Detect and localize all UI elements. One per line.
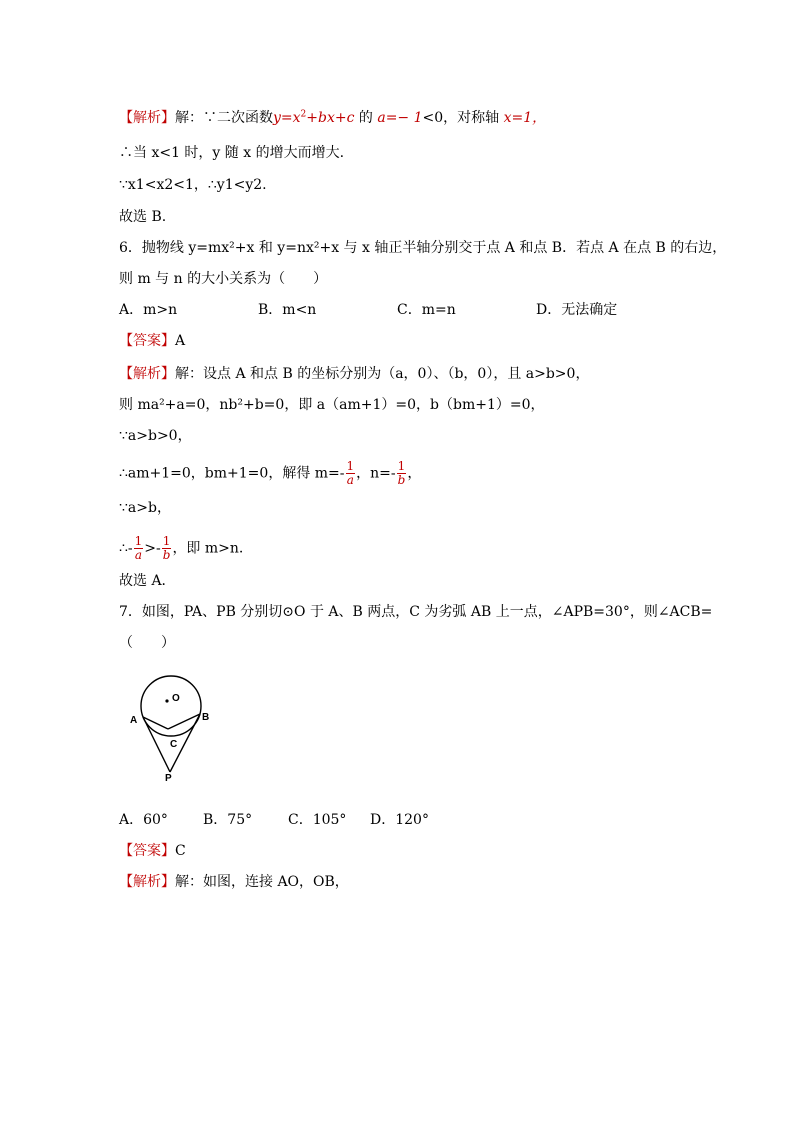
label-p: P [165, 773, 172, 783]
q6-conclusion: 故选 A． [119, 573, 176, 589]
q5-conclusion: 故选 B. [119, 209, 167, 225]
fraction-1-over-b: $\frac{1}{b}$ [162, 534, 171, 562]
answer-tag: 【答案】 [119, 843, 175, 859]
analysis-tag: 【解析】 [119, 874, 175, 890]
answer-tag: 【答案】 [119, 333, 175, 349]
q6-analysis-line2: 则 ma²+a=0，nb²+b=0，即 a（am+1）=0，b（bm+1）=0， [119, 397, 545, 413]
q7-option-a: A．60° [119, 812, 168, 828]
q6-analysis-line4: ∴am+1=0，bm+1=0，解得 m=- $\frac{1}{a}$ ，n=- $\frac{1}{b}$ ， [119, 459, 422, 487]
fraction-1-over-b: $\frac{1}{b}$ [397, 459, 406, 487]
q7-analysis-line1: 【解析】解：如图，连接 AO，OB， [119, 874, 349, 890]
q6-option-a: A．m>n [119, 302, 178, 318]
q7-answer: 【答案】C [119, 843, 186, 859]
label-a: A [130, 715, 138, 726]
q6-option-c: C．m=n [397, 302, 456, 318]
q6-analysis-line5: ∵a>b， [119, 500, 171, 516]
q5-analysis-line3: ∵x1<x2<1，∴y1<y2. [119, 177, 267, 193]
q6-stem-line1: 6．抛物线 y=mx²+x 和 y=nx²+x 与 x 轴正半轴分别交于点 A 和点 B．若点 A 在点 B 的右边， [119, 240, 727, 256]
label-o: O [172, 693, 180, 704]
analysis-tag: 【解析】 [119, 366, 175, 382]
center-point-o [165, 699, 168, 702]
q6-analysis-line3: ∵a>b>0， [119, 428, 192, 444]
q6-answer: 【答案】A [119, 333, 186, 349]
label-c: C [170, 739, 178, 750]
q7-option-d: D．120° [370, 812, 429, 828]
q5-analysis-line2: ∴当 x<1 时，y 随 x 的增大而增大. [119, 145, 345, 161]
q6-analysis-line1: 【解析】解：设点 A 和点 B 的坐标分别为（a，0）、（b，0），且 a>b>0， [119, 366, 590, 382]
q6-stem-line2: 则 m 与 n 的大小关系为（ ） [119, 271, 328, 287]
analysis-tag: 【解析】 [119, 110, 175, 126]
label-b: B [202, 712, 210, 723]
q7-circle-tangent-figure [127, 668, 227, 783]
q7-stem-line2: （ ） [119, 635, 175, 651]
fraction-1-over-a: $\frac{1}{a}$ [346, 459, 355, 487]
tangent-pa [143, 717, 170, 772]
segment-bc [168, 714, 200, 729]
q7-stem-line1: 7．如图，PA、PB 分别切⊙O 于 A、B 两点，C 为劣弧 AB 上一点，∠APB=30°，则∠ACB= [119, 604, 713, 620]
q6-option-d: D．无法确定 [536, 302, 618, 318]
fraction-1-over-a: $\frac{1}{a}$ [134, 534, 143, 562]
q7-option-c: C．105° [288, 812, 347, 828]
q7-option-b: B．75° [203, 812, 253, 828]
q6-option-b: B．m<n [258, 302, 317, 318]
q6-analysis-line6: ∴- $\frac{1}{a}$ >- $\frac{1}{b}$ ，即 m>n. [119, 534, 244, 562]
q5-analysis-line1: 【解析】解：∵二次函数$y=x^2+bx+c$ 的 a=− 1<0，对称轴 x=1， [119, 109, 547, 126]
